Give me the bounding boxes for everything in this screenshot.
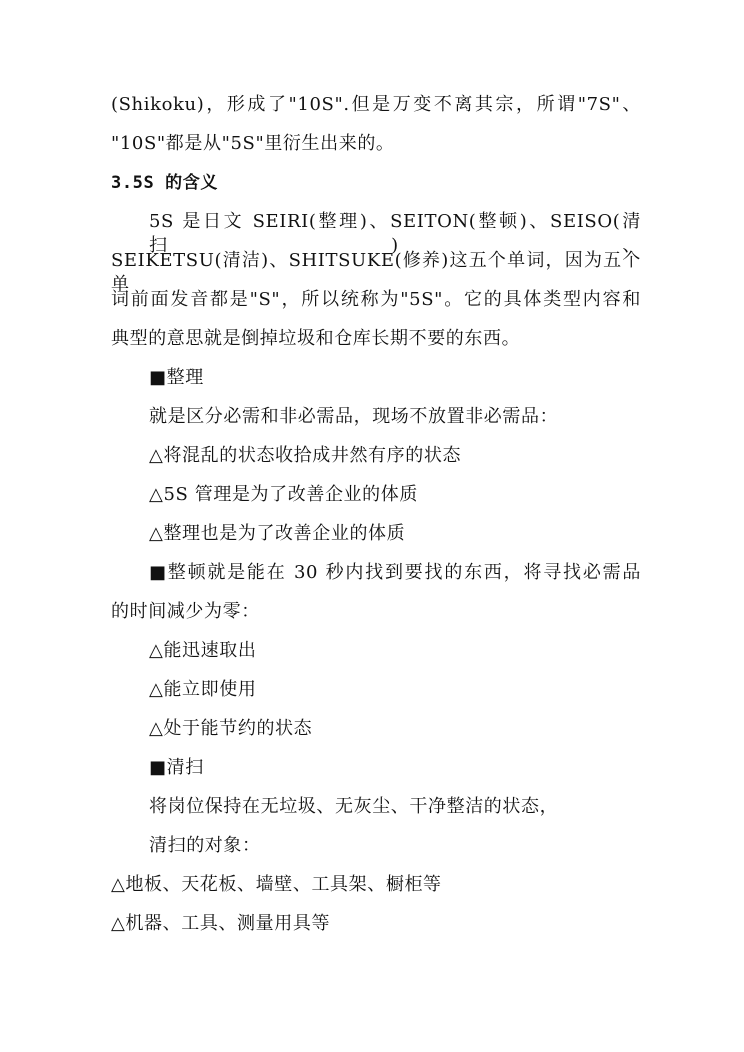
- paragraph-line: 就是区分必需和非必需品，现场不放置非必需品：: [149, 406, 559, 427]
- paragraph-line: 的时间减少为零：: [111, 601, 260, 622]
- paragraph-line: 清扫的对象：: [149, 835, 261, 856]
- list-item: △处于能节约的状态: [149, 718, 313, 739]
- list-item: △5S 管理是为了改善企业的体质: [149, 484, 418, 505]
- paragraph-line: 5S 是日文 SEIRI(整理)、SEITON(整顿)、SEISO(清扫)、: [149, 211, 641, 256]
- subsection-title: ■清扫: [149, 757, 204, 778]
- paragraph-line: "10S"都是从"5S"里衍生出来的。: [111, 133, 395, 154]
- list-item: △地板、天花板、墙壁、工具架、橱柜等: [111, 874, 442, 895]
- paragraph-line: (Shikoku)，形成了"10S".但是万变不离其宗，所谓"7S"、: [111, 94, 641, 115]
- paragraph-line: 典型的意思就是倒掉垃圾和仓库长期不要的东西。: [111, 328, 521, 349]
- section-heading: 3.5S 的含义: [111, 173, 218, 193]
- list-item: △机器、工具、测量用具等: [111, 913, 331, 934]
- list-item: △将混乱的状态收拾成井然有序的状态: [149, 445, 462, 466]
- subsection-title: ■整理: [149, 367, 204, 388]
- list-item: △能迅速取出: [149, 640, 257, 661]
- list-item: △整理也是为了改善企业的体质: [149, 523, 406, 544]
- paragraph-line: 将岗位保持在无垃圾、无灰尘、干净整洁的状态，: [149, 796, 559, 817]
- paragraph-line: SEIKETSU(清洁)、SHITSUKE(修养)这五个单词，因为五个单: [111, 250, 641, 295]
- paragraph-line: 词前面发音都是"S"，所以统称为"5S"。它的具体类型内容和: [111, 289, 641, 310]
- list-item: △能立即使用: [149, 679, 257, 700]
- subsection-paragraph: ■整顿就是能在 30 秒内找到要找的东西，将寻找必需品: [149, 562, 641, 583]
